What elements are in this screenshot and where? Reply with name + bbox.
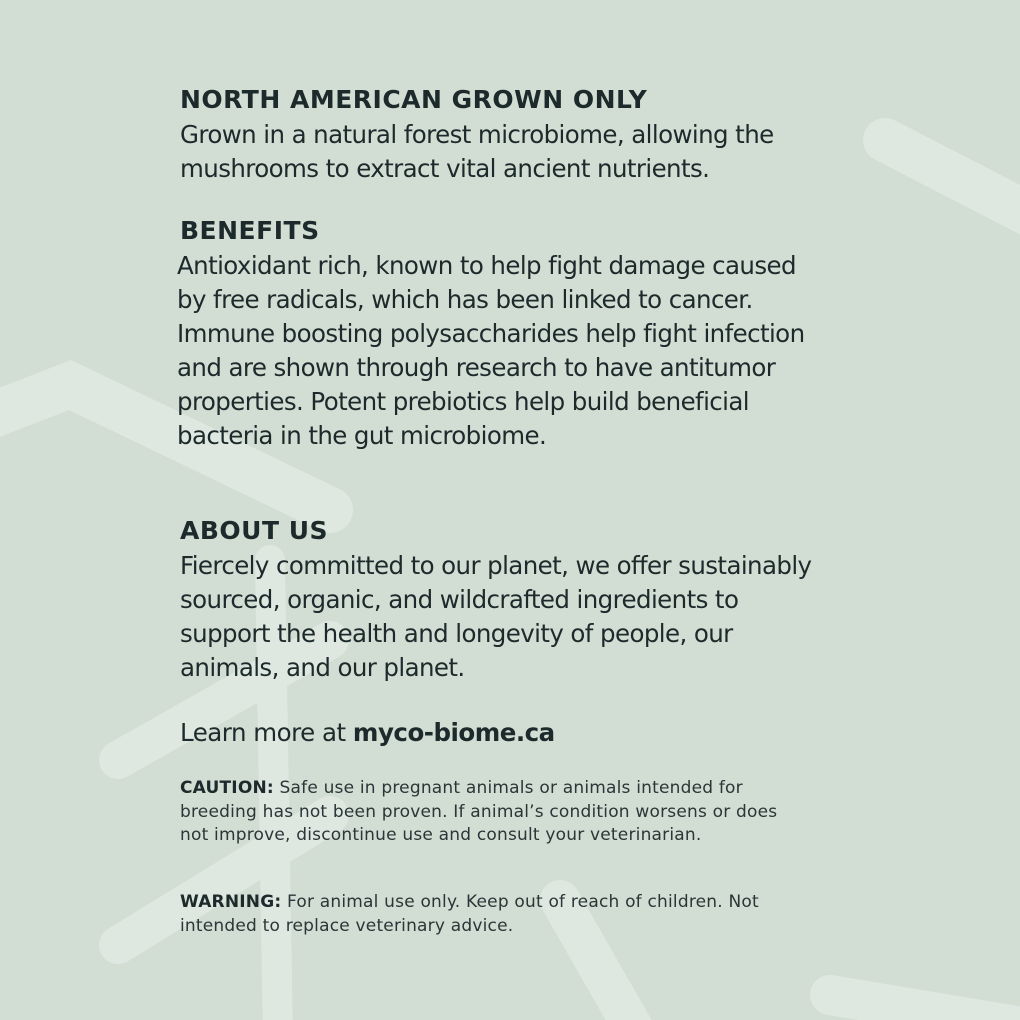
section-body-benefits: Antioxidant rich, known to help fight damage caused by free radicals, which has been linked to cancer. Immune boosting polysaccharides help fight infection and are shown through research to have antitumor properties. Potent prebiotics help build beneficial bacteria in the gut microbiome. <box>177 251 805 450</box>
learn-more-line <box>180 716 555 750</box>
learn-more-prefix: Learn more at <box>180 718 353 747</box>
section-heading-origin: NORTH AMERICAN GROWN ONLY <box>180 85 648 114</box>
section-heading-benefits: BENEFITS <box>180 216 320 245</box>
warning-notice <box>180 891 780 938</box>
watermark-stroke <box>830 995 1020 1020</box>
section-body-origin: Grown in a natural forest microbiome, allowing the mushrooms to extract vital ancient nutrients. <box>180 120 774 183</box>
warning-label: WARNING: <box>180 892 282 912</box>
caution-notice <box>180 777 780 848</box>
website-link[interactable]: myco-biome.ca <box>352 718 555 747</box>
watermark-stroke <box>885 140 1020 220</box>
section-body-about: Fiercely committed to our planet, we offer sustainably sourced, organic, and wildcrafted ingredients to support the health and longevity of people, our animals, and our planet. <box>180 551 812 682</box>
warning-text: For animal use only. Keep out of reach of children. Not intended to replace veterinary advice. <box>180 892 759 936</box>
caution-text: Safe use in pregnant animals or animals intended for breeding has not been proven. If animal’s condition worsens or does not improve, discontinue use and consult your veterinarian. <box>180 778 778 845</box>
section-heading-about: ABOUT US <box>180 516 329 545</box>
caution-label: CAUTION: <box>180 778 274 798</box>
